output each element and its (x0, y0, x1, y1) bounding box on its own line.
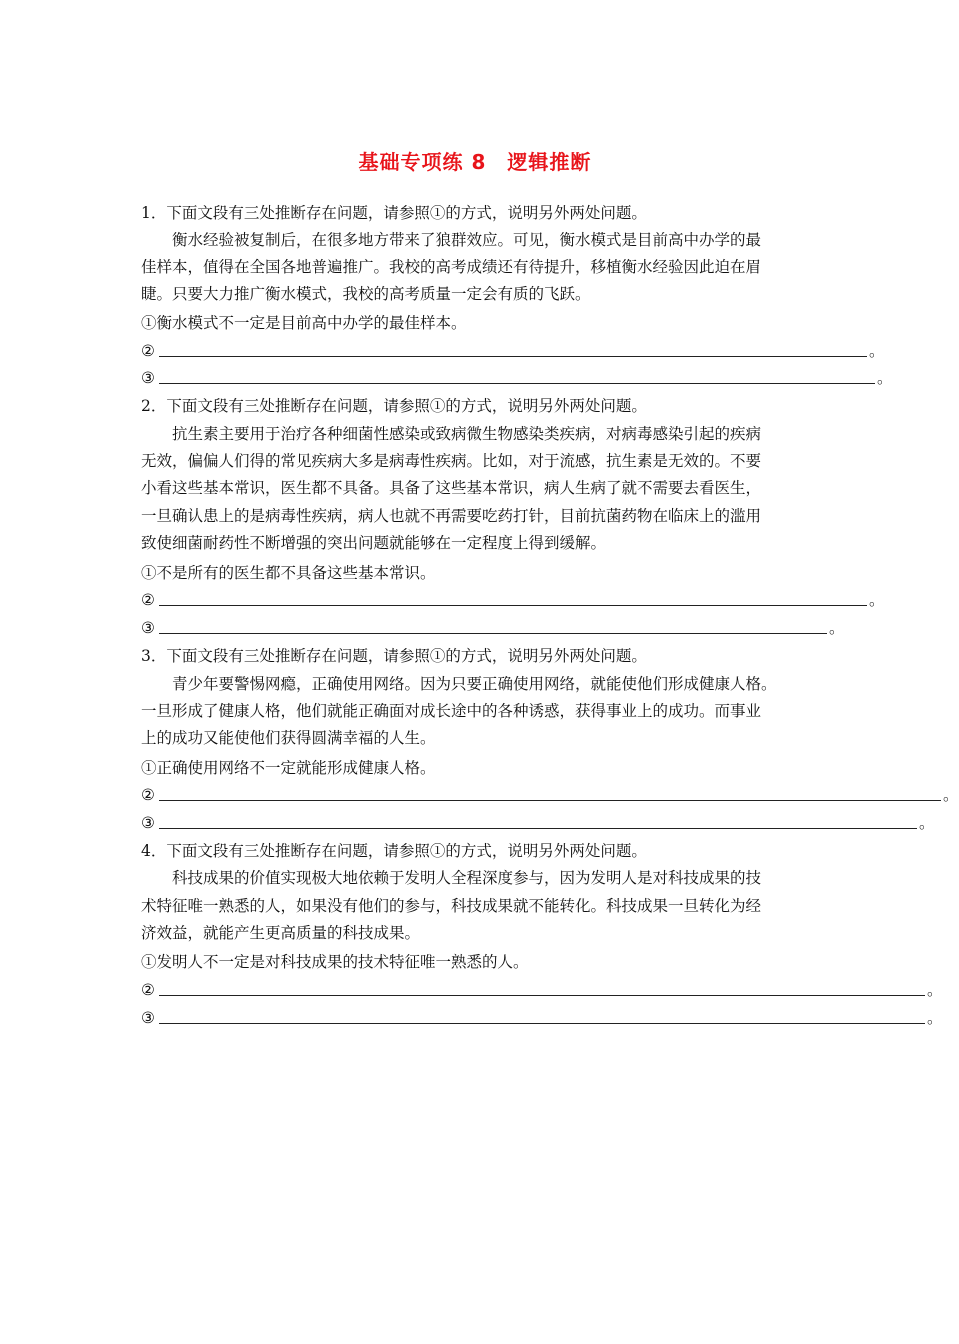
question-2-passage-line: 小看这些基本常识，医生都不具备。具备了这些基本常识，病人生病了就不需要去看医生， (141, 479, 762, 497)
question-1-passage-line: 睫。只要大力推广衡水模式，我校的高考质量一定会有质的飞跃。 (141, 285, 591, 303)
answer-number: ② (141, 786, 155, 804)
question-2-prompt: 2．下面文段有三处推断存在问题，请参照①的方式，说明另外两处问题。 (141, 397, 647, 415)
answer-period: 。 (877, 369, 893, 387)
question-4-answer-3[interactable] (141, 1008, 943, 1028)
question-4-prompt: 4．下面文段有三处推断存在问题，请参照①的方式，说明另外两处问题。 (141, 842, 647, 860)
question-3-answer-2[interactable] (141, 785, 959, 805)
answer-period: 。 (869, 591, 885, 609)
answer-number: ② (141, 591, 155, 609)
answer-blank-line[interactable] (159, 828, 917, 829)
answer-blank-line[interactable] (159, 995, 925, 996)
question-2-answer-3[interactable] (141, 618, 845, 638)
question-2-example: ①不是所有的医生都不具备这些基本常识。 (141, 564, 436, 582)
question-2-passage-line: 致使细菌耐药性不断增强的突出问题就能够在一定程度上得到缓解。 (141, 534, 607, 552)
question-1-passage-line: 衡水经验被复制后，在很多地方带来了狼群效应。可见，衡水模式是目前高中办学的最 (172, 231, 762, 249)
answer-number: ③ (141, 619, 155, 637)
question-3-example: ①正确使用网络不一定就能形成健康人格。 (141, 759, 436, 777)
question-1-example: ①衡水模式不一定是目前高中办学的最佳样本。 (141, 314, 467, 332)
question-2-passage-line: 无效，偏偏人们得的常见疾病大多是病毒性疾病。比如，对于流感，抗生素是无效的。不要 (141, 452, 762, 470)
answer-number: ③ (141, 814, 155, 832)
answer-period: 。 (927, 1009, 943, 1027)
question-3-passage-line: 青少年要警惕网瘾，正确使用网络。因为只要正确使用网络，就能使他们形成健康人格。 (172, 675, 777, 693)
question-3-passage-line: 上的成功又能使他们获得圆满幸福的人生。 (141, 729, 436, 747)
answer-blank-line[interactable] (159, 633, 827, 634)
answer-number: ② (141, 981, 155, 999)
question-4-example: ①发明人不一定是对科技成果的技术特征唯一熟悉的人。 (141, 953, 529, 971)
page-title: 基础专项练 8 逻辑推断 (358, 150, 592, 174)
answer-blank-line[interactable] (159, 605, 867, 606)
question-4-passage-line: 济效益，就能产生更高质量的科技成果。 (141, 924, 421, 942)
question-1-passage-line: 佳样本，值得在全国各地普遍推广。我校的高考成绩还有待提升，移植衡水经验因此迫在眉 (141, 258, 762, 276)
question-2-passage-line: 一旦确认患上的是病毒性疾病，病人也就不再需要吃药打针，目前抗菌药物在临床上的滥用 (141, 507, 762, 525)
question-3-prompt: 3．下面文段有三处推断存在问题，请参照①的方式，说明另外两处问题。 (141, 647, 647, 665)
answer-blank-line[interactable] (159, 356, 867, 357)
answer-blank-line[interactable] (159, 800, 941, 801)
answer-number: ② (141, 342, 155, 360)
question-1-prompt: 1．下面文段有三处推断存在问题，请参照①的方式，说明另外两处问题。 (141, 204, 647, 222)
question-2-passage-line: 抗生素主要用于治疗各种细菌性感染或致病微生物感染类疾病，对病毒感染引起的疾病 (172, 425, 762, 443)
answer-number: ③ (141, 1009, 155, 1027)
answer-blank-line[interactable] (159, 383, 875, 384)
answer-period: 。 (943, 786, 959, 804)
question-4-answer-2[interactable] (141, 980, 943, 1000)
answer-number: ③ (141, 369, 155, 387)
answer-period: 。 (829, 619, 845, 637)
question-3-answer-3[interactable] (141, 813, 935, 833)
question-3-passage-line: 一旦形成了健康人格，他们就能正确面对成长途中的各种诱惑，获得事业上的成功。而事业 (141, 702, 762, 720)
question-4-passage-line: 术特征唯一熟悉的人，如果没有他们的参与，科技成果就不能转化。科技成果一旦转化为经 (141, 897, 762, 915)
answer-period: 。 (927, 981, 943, 999)
answer-blank-line[interactable] (159, 1023, 925, 1024)
answer-period: 。 (869, 342, 885, 360)
question-4-passage-line: 科技成果的价值实现极大地依赖于发明人全程深度参与，因为发明人是对科技成果的技 (172, 869, 762, 887)
question-2-answer-2[interactable] (141, 590, 885, 610)
question-1-answer-3[interactable] (141, 368, 893, 388)
question-1-answer-2[interactable] (141, 341, 885, 361)
answer-period: 。 (919, 814, 935, 832)
